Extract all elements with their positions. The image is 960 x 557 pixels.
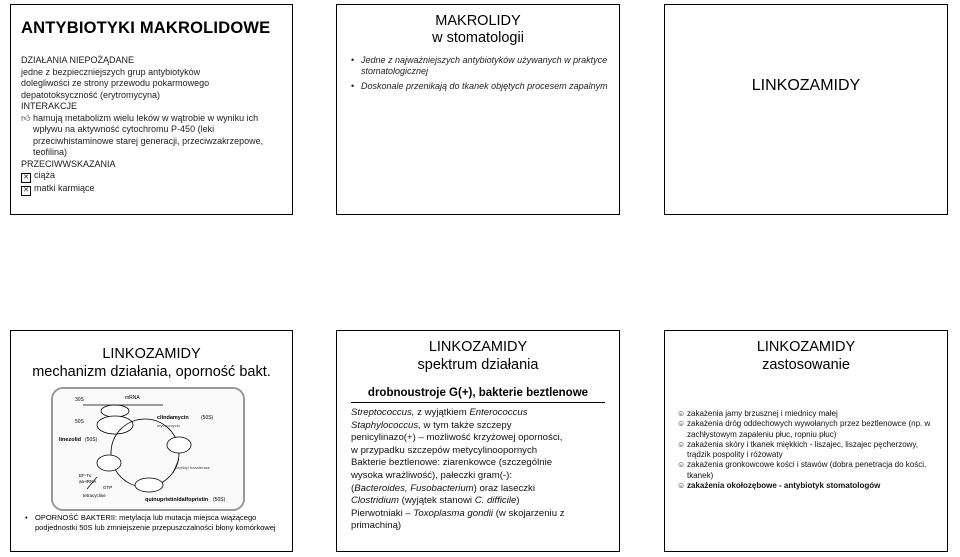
- text-line: primachiną): [351, 520, 402, 532]
- slide-makrolidy-stomatologia: [336, 4, 620, 215]
- list-item: [677, 419, 943, 440]
- slide-title-line1: LINKOZAMIDY: [756, 339, 856, 355]
- text-line: depatotoksyczność (erytromycyna): [21, 89, 161, 100]
- slide-title-line2: zastosowanie: [762, 357, 850, 373]
- list-item: [677, 481, 943, 491]
- text-span: (: [351, 482, 355, 494]
- contraindication-label: matki karmiące: [34, 183, 95, 193]
- side-effects-header: DZIAŁANIA NIEPOŻĄDANE: [21, 55, 135, 65]
- contraindication-item: [21, 183, 289, 196]
- usage-list: [677, 409, 943, 491]
- text-span: Toxoplasma gondii: [413, 507, 494, 519]
- text-line: wysoka wrażliwość), pałeczki gram(-):: [351, 469, 512, 481]
- slide-subtitle: drobnoustroje G(+), bakterie beztlenowe: [367, 387, 589, 399]
- slide-title: ANTYBIOTYKI MAKROLIDOWE: [21, 19, 271, 37]
- label-clindamycin-tag: (50S): [201, 415, 214, 421]
- contraindication-label: ciąża: [34, 170, 56, 180]
- slide-title-line2: mechanizm działania, oporność bakt.: [32, 364, 271, 380]
- bullet-icon: •: [25, 513, 28, 522]
- list-item-text: zakażenia okołozębowe - antybiotyk stomatologów: [687, 481, 881, 491]
- list-item-text: Doskonale przenikają do tkanek objętych procesem zapalnym: [361, 81, 608, 91]
- slide-linkozamidy: [664, 4, 948, 215]
- text-span: ): [516, 495, 520, 507]
- checkbox-x-icon: ✕: [21, 173, 31, 183]
- list-item: [677, 460, 943, 481]
- label-gtp: GTP: [103, 485, 113, 490]
- text-line: [351, 495, 613, 508]
- slide-title-line1: LINKOZAMIDY: [428, 339, 528, 355]
- text-span: Bacteroides, Fusobacterium: [354, 482, 474, 494]
- label-linezolid-tag: (50S): [85, 437, 98, 443]
- ribosome-diagram: [53, 389, 239, 505]
- list-item-text: zakażenia jamy brzusznej i miednicy małej: [687, 409, 838, 418]
- list-item: [351, 55, 613, 77]
- label-erythromycin: erythromycin: [157, 423, 180, 428]
- list-item: [677, 409, 943, 419]
- label-tetracycline: tetracycline: [83, 493, 106, 498]
- smiley-icon: ☺: [677, 481, 686, 491]
- label-peptidyl-transferase: peptidyl transferase: [175, 465, 210, 470]
- contraindication-item: [21, 170, 289, 183]
- slide-body: [21, 55, 289, 196]
- resistance-note: [25, 513, 287, 532]
- text-span: Staphylococcus,: [351, 419, 421, 431]
- ribosome-shape: [97, 455, 121, 471]
- slide-title-line2: w stomatologii: [432, 30, 524, 46]
- text-span: ) oraz laseczki: [473, 482, 535, 494]
- label-mrna: mRNA: [125, 395, 140, 401]
- text-line: w przypadku szczepów metycylinoopornych: [351, 444, 538, 456]
- bullet-icon: •: [351, 81, 355, 91]
- label-quinupristin-dalfopristin: quinupristin/dalfopristin: [145, 497, 209, 503]
- ribosome-shape: [135, 478, 163, 492]
- slide-title-line1: MAKROLIDY: [435, 13, 521, 29]
- list-item: [351, 81, 613, 92]
- list-item: [677, 440, 943, 461]
- divider: [351, 402, 605, 403]
- slide-linkozamidy-spektrum: [336, 330, 620, 552]
- checkbox-x-icon: ✕: [21, 186, 31, 196]
- slide-linkozamidy-mechanizm: [10, 330, 293, 552]
- list-item-text: zakażenia skóry i tkanek miękkich - liszajec, liszajec pęcherzowy, trądzik pospolity i różowaty: [687, 439, 919, 460]
- label-clindamycin: clindamycin: [157, 415, 189, 421]
- contraindications-header: PRZECIWWSKAZANIA: [21, 158, 116, 169]
- resistance-note-text: OPORNOŚĆ BAKTERII: metylacja lub mutacja miejsca wiążącego podjednostki 50S lub zmniejszenie przepuszczalności błony komórkowej: [35, 513, 276, 532]
- ribosome-50s-shape: [97, 416, 133, 434]
- slide-linkozamidy-zastosowanie: [664, 330, 948, 552]
- slide-title-line1: LINKOZAMIDY: [102, 346, 201, 362]
- text-line: Bakterie beztlenowe: ziarenkowce (szczególnie: [351, 457, 553, 469]
- slide-title-line2: spektrum działania: [417, 357, 539, 373]
- text-span: Pierwotniaki –: [351, 507, 414, 519]
- text-span: w tym także szczepy: [420, 419, 512, 431]
- list-item-text: zakażenia gronkowcowe kości i stawów (dobra penetracja do kości, tkanek): [687, 460, 927, 480]
- bullet-list: [351, 55, 613, 96]
- text-span: Enterococcus: [469, 407, 528, 418]
- text-line: dolegliwości ze strony przewodu pokarmowego: [21, 78, 210, 88]
- slide-title: [11, 345, 292, 381]
- text-line: [351, 483, 613, 496]
- text-span: (wyjątek stanowi: [398, 495, 475, 507]
- interaction-text: hamują metabolizm wielu leków w wątrobie w wyniku ich wpływu na aktywność cytochromu P-450 (leki przeciwhistaminowe starej generacji, przeciwzakrzepowe, teofilina): [33, 112, 264, 157]
- text-line: penicylinazo(+) – możliwość krzyżowej oporności,: [351, 432, 563, 444]
- ribosome-30s-shape: [101, 405, 129, 417]
- translation-cycle-circle: [111, 419, 179, 487]
- smiley-icon: ☺: [677, 439, 686, 449]
- label-dalfopristin-tag: (50S): [213, 497, 226, 503]
- label-linezolid: linezolid: [59, 437, 81, 443]
- bullet-icon: •: [351, 55, 355, 65]
- list-item-text: Jedne z najważniejszych antybiotyków używanych w praktyce stomatologicznej: [361, 55, 608, 76]
- slide-title: LINKOZAMIDY: [751, 77, 861, 94]
- spectrum-text: [351, 407, 613, 533]
- smiley-icon: ☺: [677, 419, 686, 429]
- text-span: (w skojarzeniu z: [493, 507, 565, 519]
- label-ef-tu: EF-Tu: [79, 473, 92, 478]
- interaction-item: [21, 113, 289, 159]
- text-span: z wyjątkiem: [414, 407, 470, 418]
- text-line: [351, 407, 613, 420]
- ribosome-shape: [167, 437, 191, 453]
- text-span: Clostridium: [351, 495, 399, 507]
- slide-makrolidy: [10, 4, 293, 215]
- label-aa-trna: aa-tRNA: [79, 479, 97, 484]
- smiley-icon: ☺: [677, 409, 686, 418]
- text-line: [351, 508, 613, 521]
- hand-pointer-icon: 👍︎: [21, 112, 31, 123]
- smiley-icon: ☺: [677, 460, 686, 470]
- label-50s: 50S: [75, 419, 84, 425]
- text-line: jedne z bezpieczniejszych grup antybiotyków: [21, 66, 201, 77]
- label-30s: 30S: [75, 397, 84, 403]
- text-span: C. difficile: [474, 495, 517, 507]
- list-item-text: zakażenia dróg oddechowych wywołanych przez beztlenowce (np. w zachłystowym zapaleniu płuc, ropniu płuc): [687, 419, 931, 439]
- ribosome-mechanism-figure: [51, 387, 245, 511]
- interactions-header: INTERAKCJE: [21, 101, 78, 111]
- text-span: Streptococcus,: [351, 407, 415, 418]
- text-line: [351, 420, 613, 433]
